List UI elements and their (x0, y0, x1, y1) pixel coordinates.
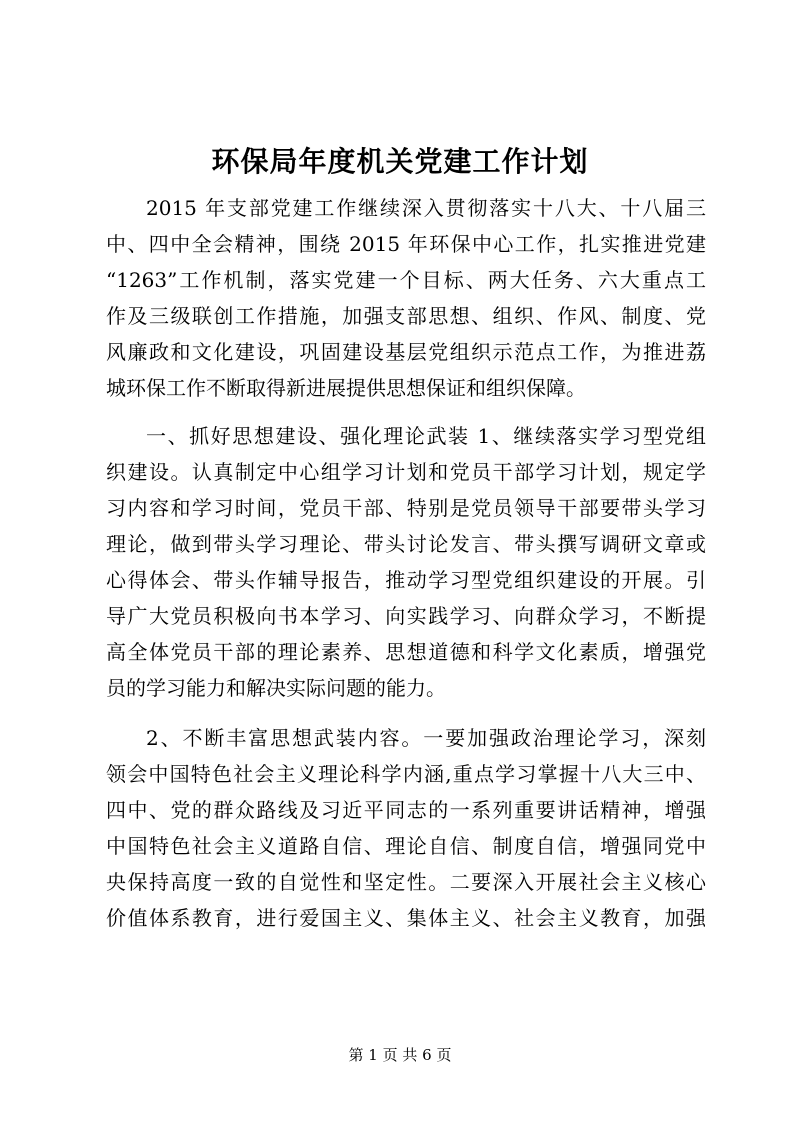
paragraph-line: 价值体系教育，进行爱国主义、集体主义、社会主义教育，加强 (106, 906, 706, 930)
paragraph-line: 央保持高度一致的自觉性和坚定性。二要深入开展社会主义核心 (106, 870, 706, 894)
paragraph-line: 2015 年支部党建工作继续深入贯彻落实十八大、十八届三 (146, 196, 706, 220)
paragraph-line: 员的学习能力和解决实际问题的能力。 (106, 676, 446, 700)
paragraph-line: 高全体党员干部的理论素养、思想道德和科学文化素质，增强党 (106, 640, 706, 664)
paragraph-line: 领会中国特色社会主义理论科学内涵,重点学习掌握十八大三中、 (106, 762, 706, 786)
paragraph-line: 风廉政和文化建设，巩固建设基层党组织示范点工作，为推进荔 (106, 340, 706, 364)
paragraph-line: 理论，做到带头学习理论、带头讨论发言、带头撰写调研文章或 (106, 532, 706, 556)
document-title: 环保局年度机关党建工作计划 (211, 145, 589, 178)
paragraph-line: 2、不断丰富思想武装内容。一要加强政治理论学习，深刻 (146, 726, 706, 750)
paragraph-line: 作及三级联创工作措施，加强支部思想、组织、作风、制度、党 (106, 304, 706, 328)
paragraph-line: 中、四中全会精神，围绕 2015 年环保中心工作，扎实推进党建 (106, 232, 706, 256)
paragraph-line: 导广大党员积极向书本学习、向实践学习、向群众学习，不断提 (106, 604, 706, 628)
paragraph-line: 一、抓好思想建设、强化理论武装 1、继续落实学习型党组 (146, 424, 706, 448)
paragraph-line: 习内容和学习时间，党员干部、特别是党员领导干部要带头学习 (106, 496, 706, 520)
paragraph-line: 四中、党的群众路线及习近平同志的一系列重要讲话精神，增强 (106, 798, 706, 822)
paragraph-line: “1263”工作机制，落实党建一个目标、两大任务、六大重点工 (106, 268, 706, 292)
paragraph-line: 心得体会、带头作辅导报告，推动学习型党组织建设的开展。引 (106, 568, 706, 592)
page-number: 第 1 页 共 6 页 (348, 1046, 452, 1064)
paragraph-line: 织建设。认真制定中心组学习计划和党员干部学习计划，规定学 (106, 460, 706, 484)
paragraph-line: 城环保工作不断取得新进展提供思想保证和组织保障。 (106, 376, 586, 400)
paragraph-line: 中国特色社会主义道路自信、理论自信、制度自信，增强同党中 (106, 834, 706, 858)
